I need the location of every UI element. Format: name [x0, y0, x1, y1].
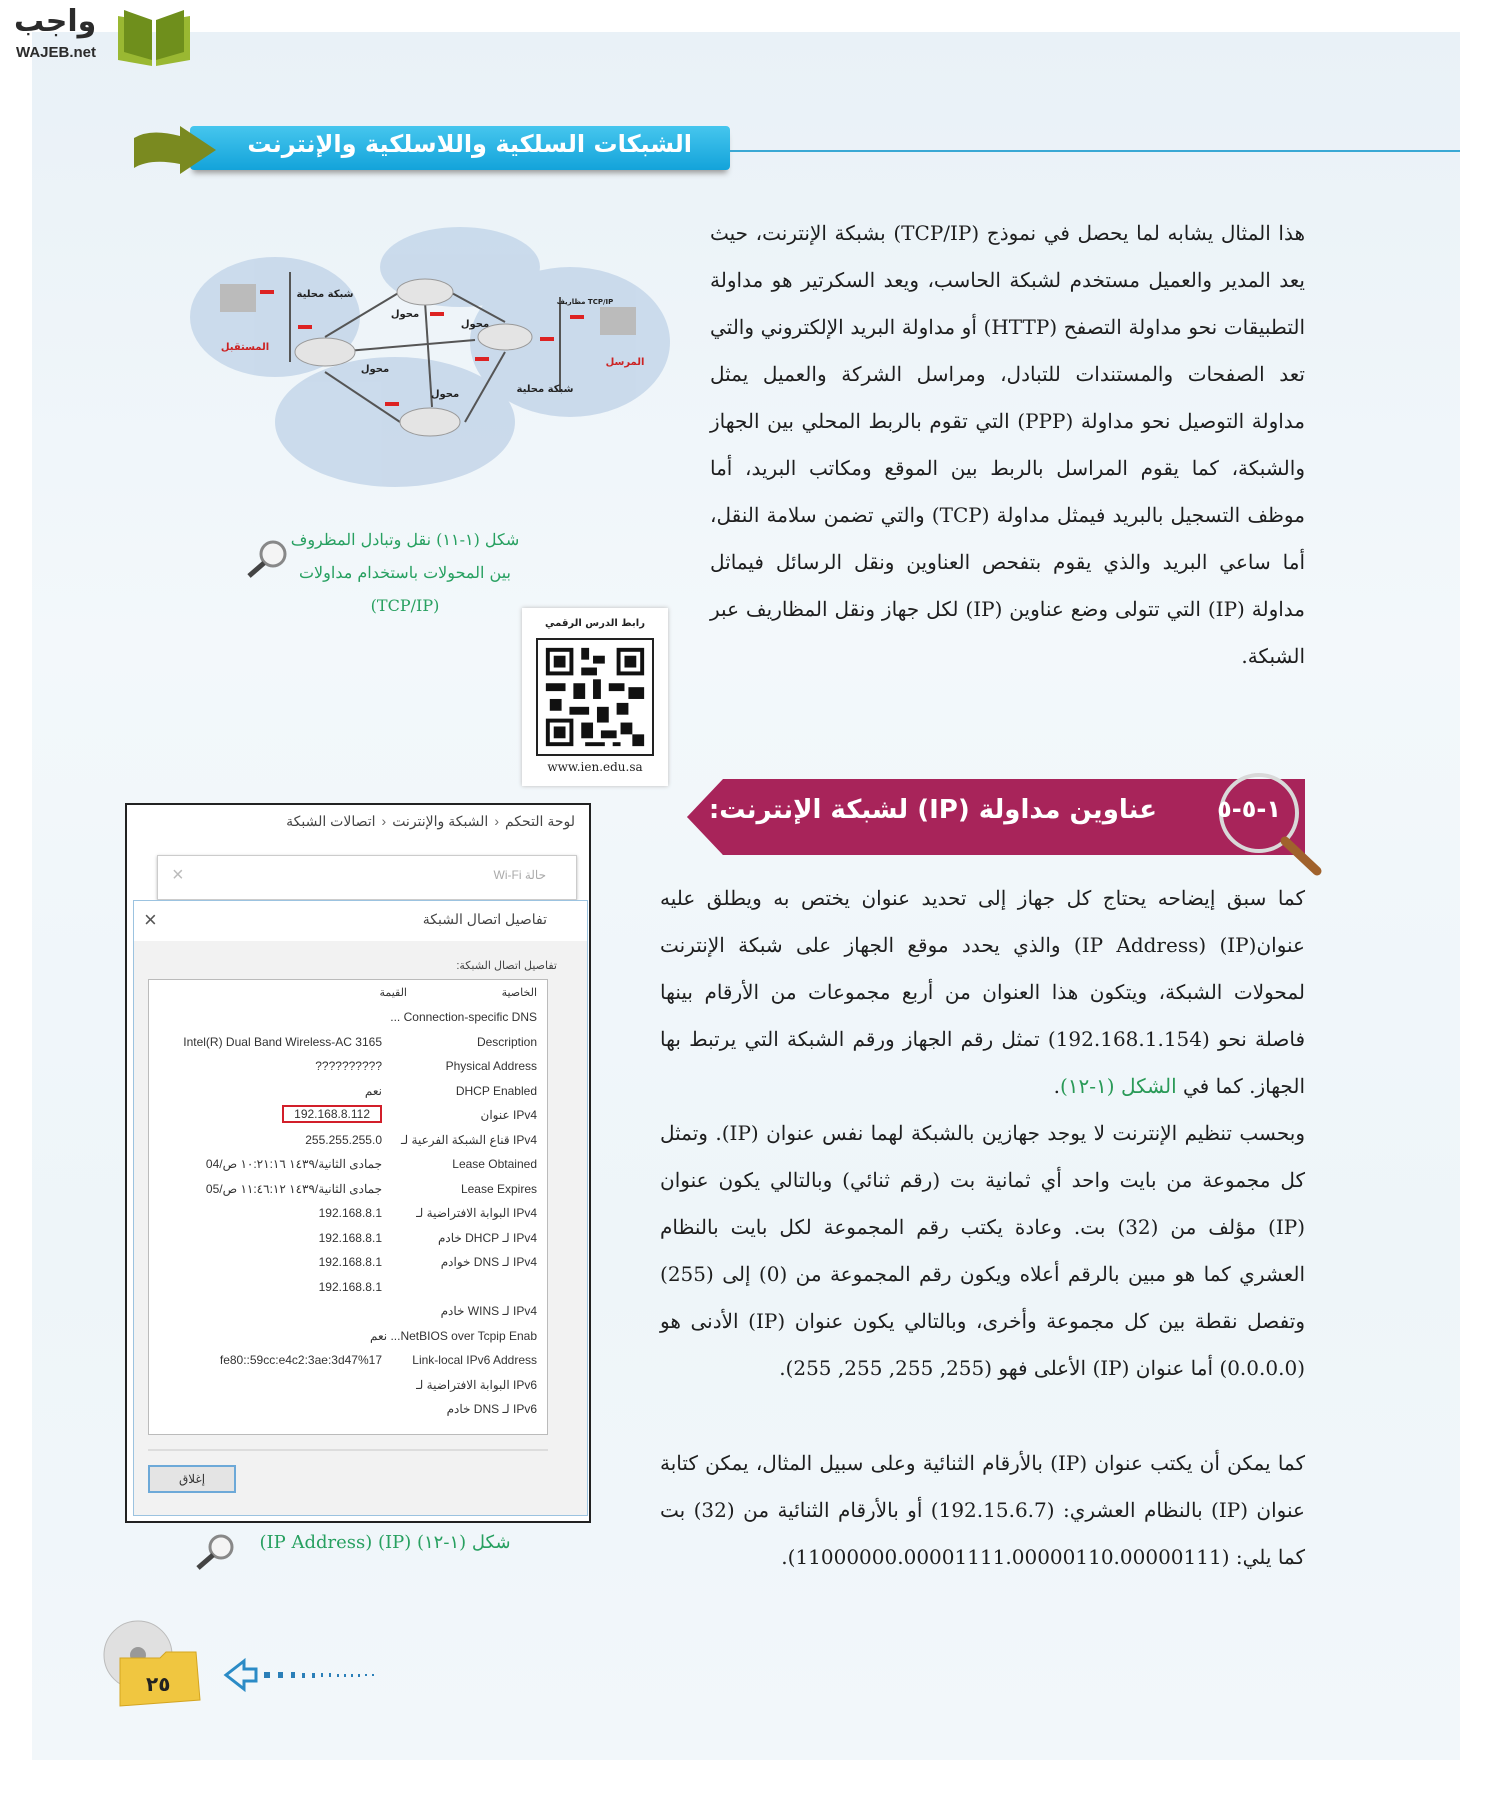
page-number-badge: [100, 1620, 210, 1710]
qr-code-icon[interactable]: [536, 638, 654, 756]
property-value: 192.168.8.1: [318, 1279, 382, 1294]
dialog-subtitle: تفاصيل اتصال الشبكة:: [456, 960, 557, 972]
network-details-dialog: [133, 900, 588, 1516]
detail-row[interactable]: [149, 1280, 547, 1304]
close-icon[interactable]: ×: [144, 907, 157, 932]
logo-arabic: واجب: [14, 4, 97, 39]
figure-12-caption: شكل (١-١٢) (IP) (IP Address): [259, 1532, 511, 1553]
property-value: جمادى الثانية/١٤٣٩ ١٠:٢١:١٦ ص/04: [205, 1157, 382, 1171]
paragraph-ip-format: وبحسب تنظيم الإنترنت لا يوجد جهازين بالشبكة لهما نفس عنوان (IP). وتمثل كل مجموعة من بايت واحد أي ثمانية بت (رقم ثنائي) وبالتالي يكون عنوان (IP) مؤلف من (32) بت. وعادة يكتب رقم المجموعة لكل بايت بالنظام العشري كما هو مبين بالرقم أعلاه ويكون رقم المجموعة من (0) إلى (255) وتفصل نقطة بين كل مجموعة وأخرى، وبالتالي يكون عنوان (IP) الأدنى هو (0.0.0.0) أما عنوان (IP) الأعلى فهو (255, 255, 255, 255).: [660, 1121, 1306, 1380]
property-name: Description: [476, 1034, 537, 1049]
header-rule: [730, 150, 1460, 152]
detail-row[interactable]: [149, 1059, 547, 1083]
paragraph-text: كما سبق إيضاحه يحتاج كل جهاز إلى تحديد عنوان يختص به ويطلق عليه عنوان(IP) (IP Address) والذي يحدد موقع الجهاز على شبكة الإنترنت لمحولات الشبكة، ويتكون هذا العنوان من أربع مجموعات من الأرقام بينها فاصلة نحو (192.168.1.154) تمثل رقم الجهاز ورقم الشبكة التي يرتبط بها الجهاز. كما في: [660, 886, 1306, 1098]
magnifier-icon: [193, 1532, 237, 1574]
label-receiver: المستقبل: [220, 342, 270, 353]
detail-row[interactable]: [149, 1010, 547, 1034]
arrow-icon: [130, 124, 220, 178]
column-property: الخاصية: [501, 987, 537, 999]
property-name: IPv4 لـ WINS خادم: [440, 1304, 537, 1318]
breadcrumb-network-connections[interactable]: اتصالات الشبكة: [286, 813, 376, 829]
wifi-status-window: [157, 855, 577, 900]
property-value: 192.168.8.1: [318, 1255, 382, 1269]
property-value: Intel(R) Dual Band Wireless-AC 3165: [183, 1034, 382, 1049]
figure-12-link[interactable]: الشكل (١-١٢): [1059, 1074, 1177, 1098]
figure-11-caption: [265, 523, 545, 622]
property-value: ??????????: [315, 1059, 382, 1073]
property-name: Link-local IPv6 Address: [412, 1353, 537, 1367]
details-list[interactable]: [148, 979, 548, 1435]
detail-row[interactable]: [149, 1304, 547, 1328]
qr-code-card[interactable]: [522, 608, 668, 786]
label-local-network: شبكة محلية: [516, 384, 574, 395]
breadcrumb-network-internet[interactable]: الشبكة والإنترنت: [392, 813, 489, 829]
detail-row[interactable]: [149, 1157, 547, 1181]
wajeb-logo: [8, 4, 193, 68]
intro-paragraph: هذا المثال يشابه لما يحصل في نموذج (TCP/IP) بشبكة الإنترنت، حيث يعد المدير والعميل مستخدم لشبكة الحاسب، ويعد السكرتير هو مداولة التطبيقات نحو مداولة التصفح (HTTP) أو مداولة البريد الإلكتروني والتي تعد الصفحات والمستندات للتبادل، ومراسل الشركة والعميل يمثل مداولة التوصيل نحو مداولة (PPP) التي تقوم بالربط المحلي بين الجهاز والشبكة، كما يقوم المراسل بالربط بين الموقع ومكاتب البريد، أما موظف التسجيل بالبريد فيمثل مداولة (TCP) والتي تضمن سلامة النقل، أما ساعي البريد والذي يقوم بتفحص العناوين ونقل الرسائل فيماثل مداولة (IP) التي تتولى وضع عناوين (IP) لكل جهاز ونقل المظاريف عبر الشبكة.: [710, 221, 1306, 668]
caption-line: شكل (١-١١) نقل وتبادل المظروف: [290, 530, 520, 549]
label-switch: محول: [390, 309, 420, 320]
caption-line: بين المحولات باستخدام مداولات: [298, 563, 512, 582]
property-name: Lease Expires: [460, 1181, 537, 1196]
chapter-banner: [130, 124, 730, 178]
label-switch: محول: [430, 389, 460, 400]
property-name: IPv4 قناع الشبكة الفرعية لـ: [401, 1132, 537, 1147]
property-name: IPv4 لـ DHCP خادم: [437, 1230, 537, 1245]
detail-row[interactable]: [149, 1133, 547, 1157]
property-name: NetBIOS over Tcpip Enab... نعم: [370, 1328, 537, 1343]
column-value: القيمة: [379, 987, 407, 999]
detail-row[interactable]: [149, 1255, 547, 1279]
property-name: IPv4 البوابة الافتراضية لـ: [416, 1206, 537, 1220]
label-local-network: شبكة محلية: [296, 289, 354, 300]
property-value: 192.168.8.1: [318, 1230, 382, 1245]
magnifier-icon: [1187, 771, 1337, 881]
qr-url[interactable]: www.ien.edu.sa: [547, 760, 643, 774]
property-value: جمادى الثانية/١٤٣٩ ١١:٤٦:١٢ ص/05: [205, 1181, 382, 1196]
property-name: DHCP Enabled: [455, 1083, 537, 1098]
paragraph-ip-binary: كما يمكن أن يكتب عنوان (IP) بالأرقام الثنائية وعلى سبيل المثال، يمكن كتابة عنوان (IP) بالنظام العشري: (192.15.6.7) أو بالأرقام الثنائية من (32) بت كما يلي: (11000000.00001111.00000110.00000111).: [660, 1451, 1305, 1569]
section-header: [687, 779, 1307, 857]
close-button[interactable]: إغلاق: [148, 1465, 236, 1493]
property-value: 255.255.255.0: [305, 1132, 382, 1147]
property-name: Physical Address: [445, 1059, 537, 1073]
detail-row[interactable]: [149, 1035, 547, 1059]
back-arrow-icon[interactable]: [222, 1655, 397, 1695]
network-diagram: [185, 222, 675, 504]
property-name: IPv4 لـ DNS خوادم: [440, 1255, 537, 1269]
detail-row[interactable]: [149, 1231, 547, 1255]
detail-row[interactable]: [149, 1329, 547, 1353]
wifi-status-title: حالة Wi-Fi: [493, 868, 546, 882]
list-header: [149, 986, 547, 1010]
property-name: IPv6 البوابة الافتراضية لـ: [416, 1377, 537, 1392]
breadcrumb: لوحة التحكم‹الشبكة والإنترنت‹اتصالات الشبكة: [286, 813, 575, 829]
property-value: 192.168.8.1: [318, 1206, 382, 1220]
property-value: fe80::59cc:e4c2:3ae:3d47%17: [219, 1353, 382, 1367]
network-details-screenshot: [125, 803, 591, 1523]
paragraph-ip-intro: [660, 875, 1305, 1110]
ip-address-highlight: 192.168.8.112: [282, 1105, 382, 1123]
caption-line: (TCP/IP): [370, 596, 440, 615]
detail-row[interactable]: [149, 1353, 547, 1377]
detail-row[interactable]: [149, 1108, 547, 1132]
property-name: IPv6 لـ DNS خادم: [446, 1402, 537, 1416]
property-value: نعم: [364, 1083, 382, 1098]
detail-row[interactable]: [149, 1182, 547, 1206]
page-number: ٢٥: [146, 1672, 171, 1696]
paragraph-end: .: [1053, 1074, 1060, 1098]
detail-row[interactable]: [149, 1206, 547, 1230]
section-title: عناوين مداولة (IP) لشبكة الإنترنت:: [708, 795, 1157, 825]
breadcrumb-control-panel[interactable]: لوحة التحكم: [504, 813, 575, 829]
chapter-title: الشبكات السلكية واللاسلكية والإنترنت: [247, 130, 692, 158]
logo-latin: WAJEB.net: [16, 44, 97, 61]
label-envelope: مظاريف TCP/IP: [556, 298, 614, 306]
property-name: IPv4 عنوان: [480, 1108, 537, 1122]
label-switch: محول: [460, 319, 490, 330]
magnifier-icon: [243, 538, 291, 582]
detail-row[interactable]: [149, 1378, 547, 1402]
dialog-title: تفاصيل اتصال الشبكة: [422, 911, 547, 927]
property-name: Connection-specific DNS ...: [390, 1010, 537, 1024]
label-switch: محول: [360, 364, 390, 375]
section-number: ١-٥-٥: [1217, 795, 1281, 823]
label-sender: المرسل: [605, 357, 645, 368]
open-book-icon: [114, 8, 194, 68]
qr-title: رابط الدرس الرقمي: [545, 618, 645, 629]
close-icon[interactable]: ×: [172, 864, 184, 886]
detail-row[interactable]: [149, 1084, 547, 1108]
property-name: Lease Obtained: [452, 1157, 537, 1171]
detail-row[interactable]: [149, 1402, 547, 1426]
folder-disc-icon: [100, 1620, 210, 1710]
